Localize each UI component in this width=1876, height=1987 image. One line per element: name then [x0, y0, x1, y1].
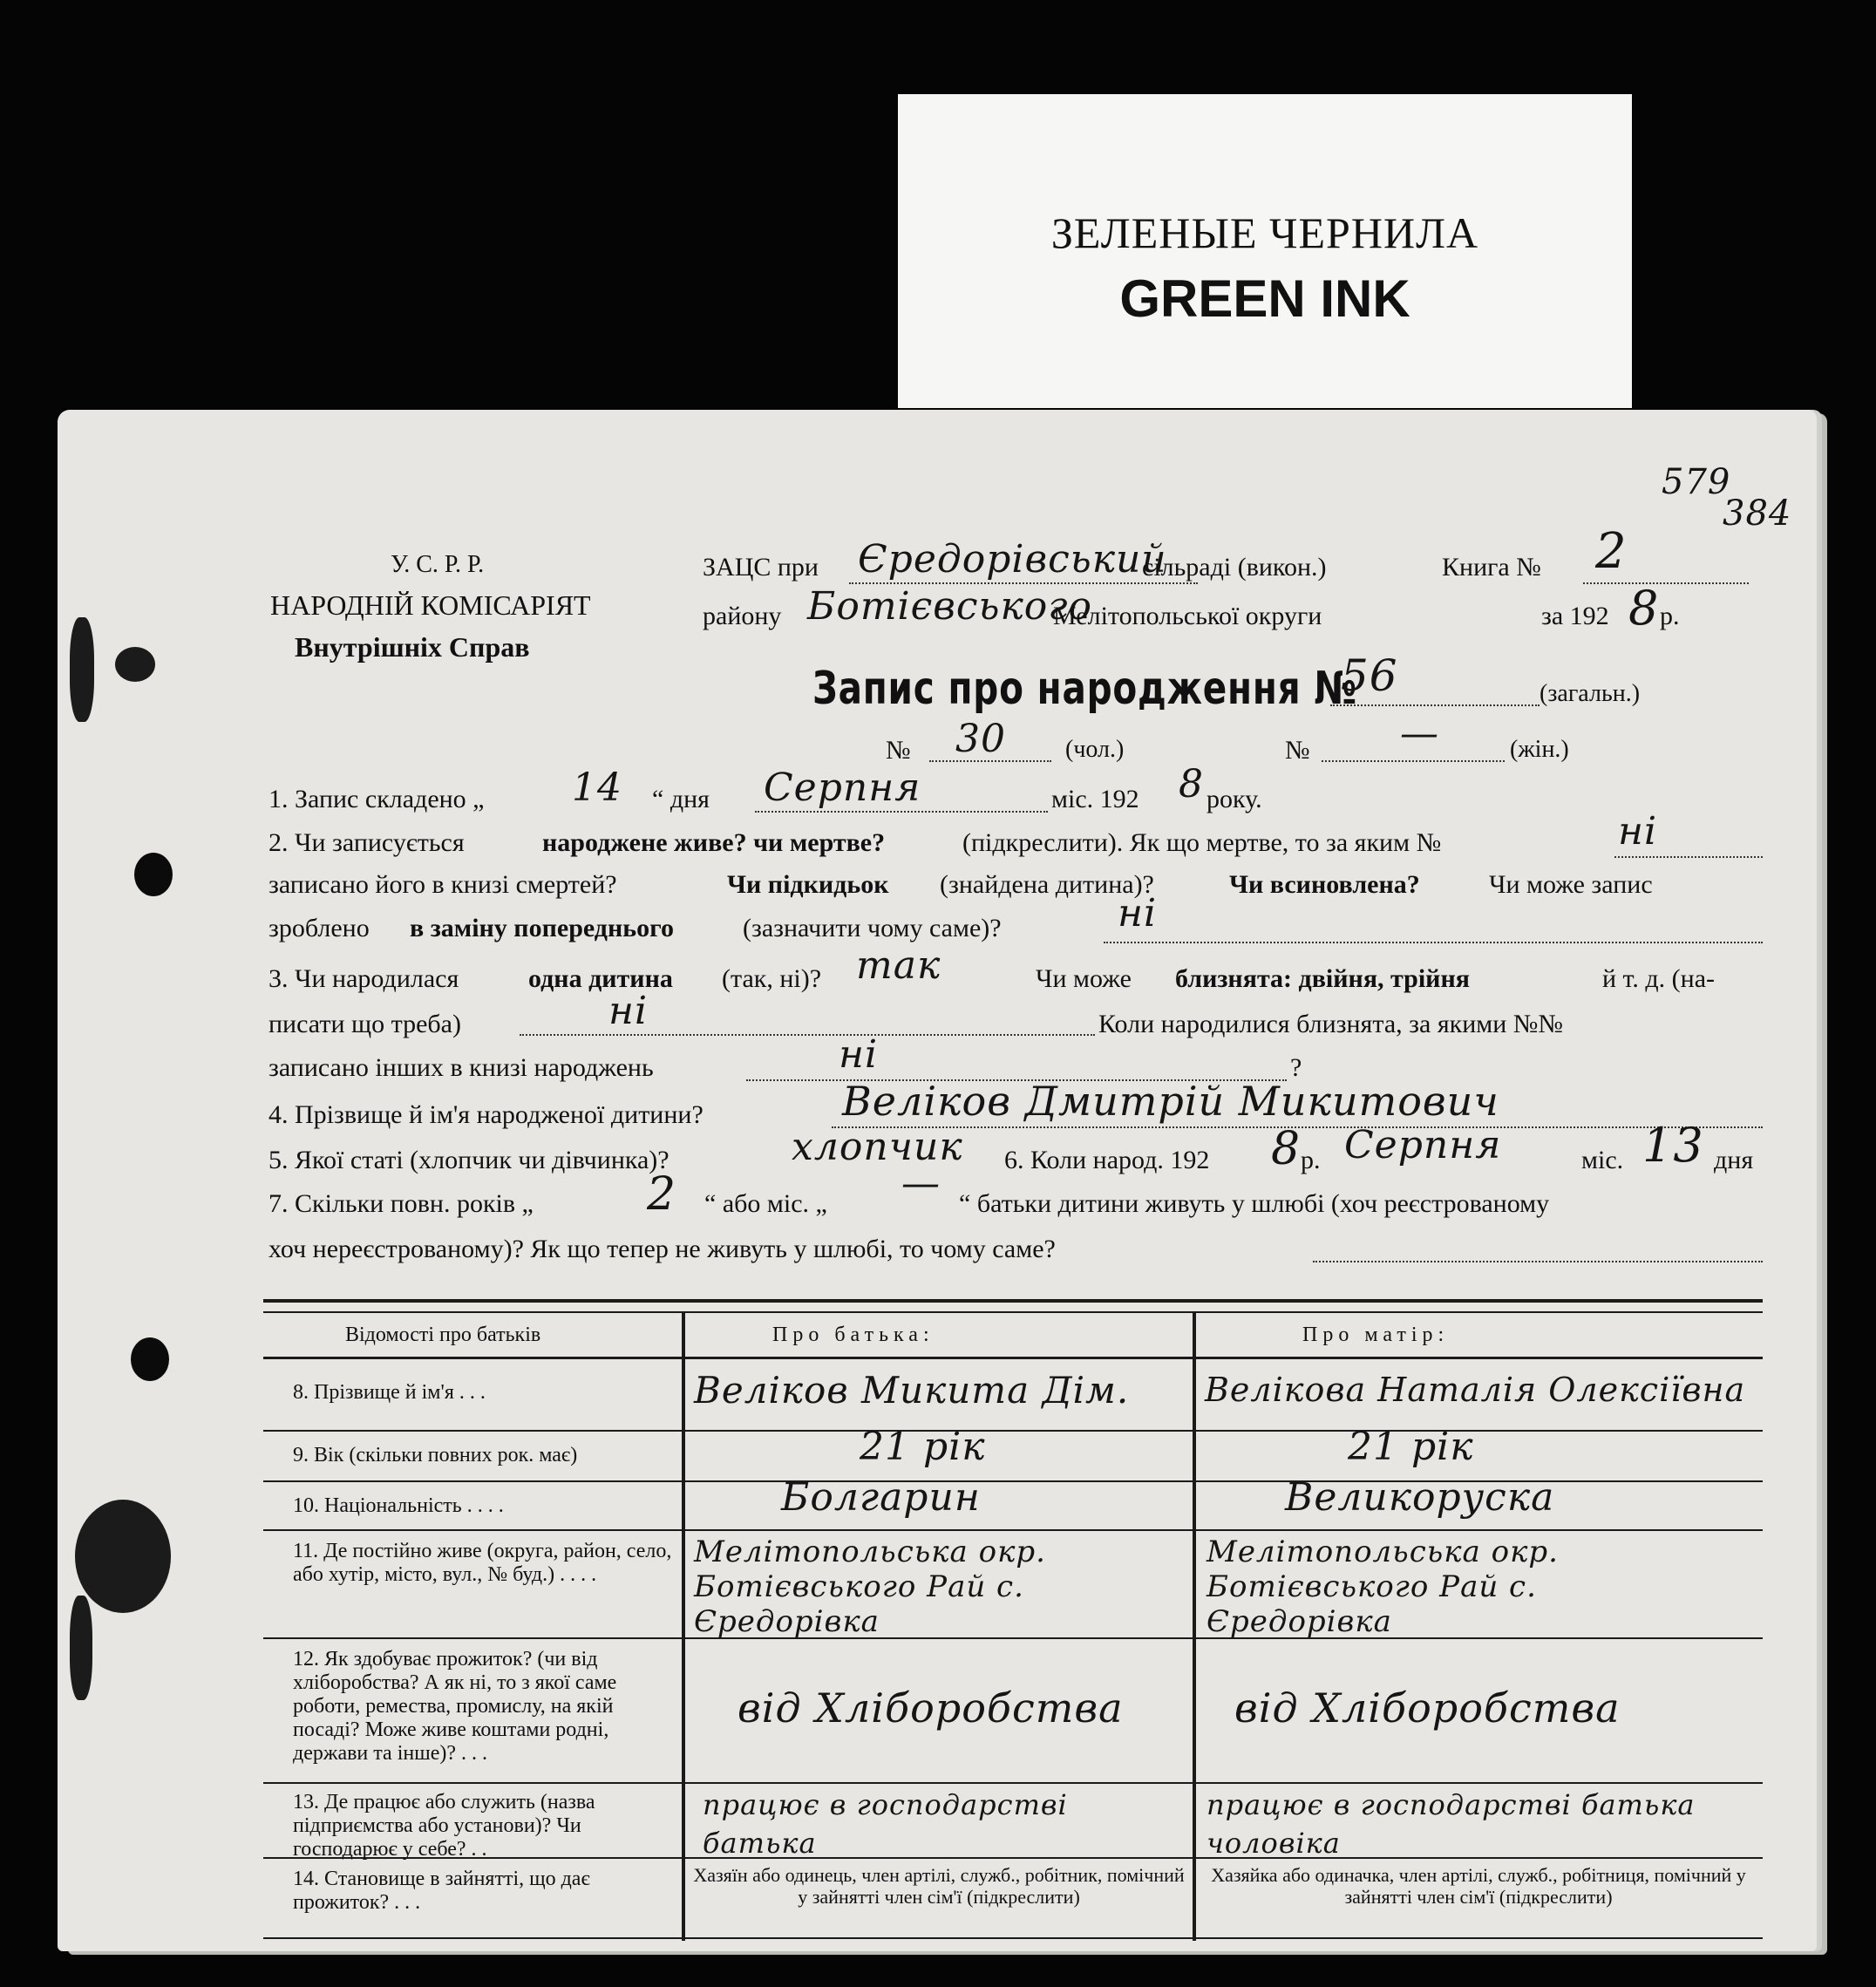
archive-number-b: 384	[1723, 493, 1792, 534]
q3-other-numbers: ні	[839, 1032, 879, 1077]
q2-line2-d: Чи всиновлена?	[1229, 870, 1420, 899]
ink-note-card	[898, 94, 1632, 408]
q1-label: 1. Запис складено „	[268, 785, 485, 813]
record-number-suffix: (загальн.)	[1540, 680, 1641, 707]
row-label-livelihood: 12. Як здобуває прожиток? (чи від хліборобства? А як ні, то з якої саме роботи, ремества, промислу, на якій посаді? Може живе коштами родні, держави та інше)? . . .	[293, 1648, 617, 1765]
father-age: 21 рік	[860, 1425, 986, 1469]
q3-line2-b: Коли народилися близнята, за якими №№	[1098, 1010, 1564, 1038]
child-name: Веліков Дмитрій Микитович	[842, 1078, 1499, 1125]
q3-line1-c: (так, ні)?	[722, 964, 822, 993]
row-label-occupation-status: 14. Становище в зайнятті, що дає прожиток? . . .	[293, 1868, 590, 1914]
q1-month-suffix: міс. 192	[1051, 785, 1139, 813]
year-digit: 8	[1628, 581, 1660, 636]
q3-line1-b: одна дитина	[528, 964, 673, 993]
female-number-suffix: (жін.)	[1510, 736, 1569, 763]
district-prefix: району	[703, 602, 782, 630]
table-header-father: Про батька:	[772, 1324, 935, 1346]
q6-label: 6. Коли народ. 192	[1004, 1146, 1210, 1174]
q1-year-suffix: року.	[1206, 785, 1262, 813]
q2-line3-a: зроблено	[268, 914, 370, 942]
archive-number-a: 579	[1662, 462, 1731, 502]
q7-line1-a: 7. Скільки повн. років „	[268, 1189, 534, 1218]
q2-death-number: ні	[1618, 809, 1658, 854]
q2-line1-a: 2. Чи записується	[268, 828, 465, 857]
mother-occupation-status: Хазяйка або одиначка, член артілі, служб., робітниця, помічний у зайнятті член сім'ї (підкреслити)	[1211, 1864, 1746, 1908]
q3-line1-f: й т. д. (на-	[1602, 964, 1716, 993]
district-name: Ботієвського	[807, 584, 1092, 629]
q2-line2-b: Чи підкидьок	[727, 870, 889, 899]
table-header-parents: Відомості про батьків	[345, 1324, 541, 1346]
mother-workplace: працює в господарстві батька чоловіка	[1206, 1788, 1696, 1860]
birth-day: 13	[1642, 1118, 1704, 1173]
ink-blot-4	[70, 1596, 92, 1700]
female-number-label: №	[1285, 736, 1310, 765]
birth-record-form	[58, 410, 1817, 1951]
father-livelihood: від Хліборобства	[737, 1684, 1124, 1732]
q7-line2: хоч нереєстрованому)? Як що тепер не живуть у шлюбі, то чому саме?	[268, 1235, 1056, 1263]
row-label-residence: 11. Де постійно живе (округа, район, село, або хутір, місто, вул., № буд.) . . . .	[293, 1540, 672, 1586]
q2-replacement: ні	[1118, 891, 1158, 936]
q2-line2-a: записано його в книзі смертей?	[268, 870, 617, 899]
male-number: 30	[955, 717, 1006, 761]
q1-year: 8	[1179, 762, 1204, 806]
q3-line3-a: записано інших в книзі народжень	[268, 1053, 654, 1082]
male-number-label: №	[886, 736, 911, 765]
zags-village: Єредорівський	[858, 537, 1167, 582]
ink-blot-3	[75, 1500, 171, 1613]
birth-year-digit: 8	[1271, 1123, 1302, 1175]
mother-residence: Мелітопольська окр. Ботієвського Рай с. Єредорівка	[1206, 1534, 1559, 1639]
q2-line1-c: (підкреслити). Як що мертве, то за яким №	[962, 828, 1442, 857]
q1-month: Серпня	[764, 766, 921, 810]
q5-label: 5. Якої статі (хлопчик чи дівчинка)?	[268, 1146, 670, 1174]
row-label-workplace: 13. Де працює або служить (назва підприємства або установи)? Чи господарює у себе? . .	[293, 1791, 595, 1861]
q2-line2-e: Чи може запис	[1489, 870, 1653, 899]
row-label-nationality: 10. Національність . . . .	[293, 1494, 504, 1517]
q6-month-suffix: міс.	[1581, 1146, 1624, 1174]
mother-age: 21 рік	[1348, 1425, 1474, 1469]
q2-line3-c: (зазначити чому саме)?	[743, 914, 1002, 942]
q1-day-suffix: “ дня	[652, 785, 710, 813]
q2-line3-b: в заміну попереднього	[410, 914, 675, 942]
q6-day-suffix: дня	[1714, 1146, 1754, 1174]
q2-line2-c: (знайдена дитина)?	[940, 870, 1154, 899]
ink-blot-1	[115, 647, 155, 682]
ink-note-ru: ЗЕЛЕНЫЕ ЧЕРНИЛА	[1050, 208, 1479, 257]
male-number-suffix: (чол.)	[1065, 736, 1125, 763]
female-number: —	[1400, 711, 1439, 756]
record-title: Запис про народження №	[812, 663, 1357, 715]
district-suffix: Мелітопольської округи	[1053, 602, 1322, 630]
q3-line1-d: Чи може	[1036, 964, 1132, 993]
q3-twins: ні	[608, 989, 649, 1033]
father-residence: Мелітопольська окр. Ботієвського Рай с. Єредорівка	[694, 1534, 1046, 1639]
zags-prefix: ЗАЦС при	[703, 553, 819, 582]
ink-note-en: GREEN INK	[1119, 269, 1410, 328]
marriage-months: —	[901, 1161, 941, 1206]
q3-line1-a: 3. Чи народилася	[268, 964, 459, 993]
q3-single-child: так	[856, 943, 941, 988]
binding-hole-1	[134, 853, 173, 896]
q3-line2-a: писати що треба)	[268, 1010, 461, 1038]
mother-nationality: Великоруска	[1285, 1475, 1555, 1520]
q2-line1-b: народжене живе? чи мертве?	[542, 828, 886, 857]
birth-month: Серпня	[1344, 1123, 1502, 1167]
q7-line1-b: “ або міс. „	[704, 1189, 827, 1218]
mother-name: Велікова Наталія Олексіївна	[1205, 1371, 1746, 1409]
book-number: 2	[1595, 523, 1628, 580]
q3-line1-e: близнята: двійня, трійня	[1175, 964, 1470, 993]
year-prefix: за 192	[1541, 602, 1609, 630]
father-nationality: Болгарин	[781, 1475, 981, 1520]
ink-blot-2	[70, 617, 94, 722]
header-commissariat: НАРОДНІЙ КОМІСАРІЯТ	[270, 589, 591, 621]
zags-suffix: сільраді (викон.)	[1142, 553, 1327, 582]
year-suffix: р.	[1660, 602, 1680, 630]
mother-livelihood: від Хліборобства	[1234, 1684, 1621, 1732]
table-header-mother: Про матір:	[1302, 1324, 1450, 1346]
q1-day: 14	[572, 766, 622, 810]
child-sex: хлопчик	[792, 1125, 963, 1169]
header-internal-affairs: Внутрішніх Справ	[295, 631, 530, 663]
father-name: Веліков Микита Дім.	[694, 1369, 1130, 1412]
marriage-years: 2	[647, 1168, 677, 1221]
q6-year-suffix: р.	[1301, 1146, 1321, 1174]
header-ussr: У. С. Р. Р.	[391, 551, 485, 578]
father-workplace: працює в господарстві батька	[703, 1788, 1068, 1860]
q4-label: 4. Прізвище й ім'я народженої дитини?	[268, 1100, 704, 1129]
row-label-name: 8. Прізвище й ім'я . . .	[293, 1381, 486, 1404]
book-label: Книга №	[1442, 553, 1541, 582]
record-number: 56	[1341, 650, 1398, 701]
row-label-age: 9. Вік (скільки повних рок. має)	[293, 1444, 578, 1466]
binding-hole-2	[131, 1337, 169, 1381]
q3-line3-b: ?	[1290, 1053, 1302, 1082]
q7-line1-c: “ батьки дитини живуть у шлюбі (хоч реєстрованому	[959, 1189, 1550, 1218]
father-occupation-status: Хазяїн або одинець, член артілі, служб., робітник, помічний у зайнятті член сім'ї (підкреслити)	[693, 1864, 1185, 1908]
